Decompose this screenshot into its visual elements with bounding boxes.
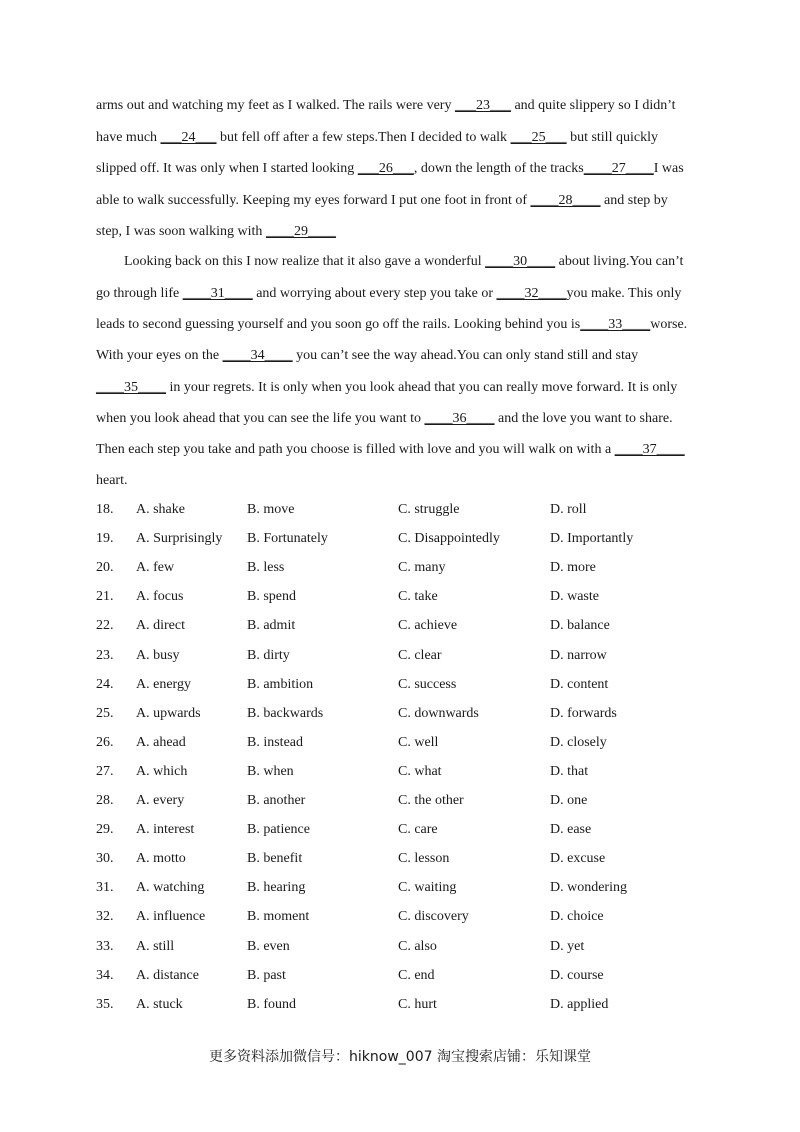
option-d: D. one bbox=[550, 793, 588, 808]
option-a: A. distance bbox=[136, 968, 199, 983]
question-number: 31. bbox=[96, 880, 114, 895]
passage-line bbox=[96, 409, 673, 429]
question-number: 27. bbox=[96, 764, 114, 779]
option-b: B. move bbox=[247, 502, 295, 517]
passage-text: leads to second guessing yourself and you soon go off the rails. Looking behind you is bbox=[96, 317, 581, 332]
passage-text: Then each step you take and path you choose is filled with love and you will walk on with a bbox=[96, 442, 615, 457]
passage-line bbox=[96, 191, 668, 211]
option-d: D. more bbox=[550, 560, 596, 575]
option-d: D. balance bbox=[550, 618, 610, 633]
passage-line bbox=[96, 378, 677, 398]
option-row bbox=[96, 878, 716, 898]
question-number: 20. bbox=[96, 560, 114, 575]
option-row bbox=[96, 966, 716, 986]
option-c: C. clear bbox=[398, 648, 442, 663]
option-row bbox=[96, 820, 716, 840]
option-c: C. take bbox=[398, 589, 438, 604]
option-row bbox=[96, 500, 716, 520]
option-d: D. excuse bbox=[550, 851, 606, 866]
option-b: B. spend bbox=[247, 589, 296, 604]
answer-blank: ____36____ bbox=[424, 411, 495, 426]
option-c: C. also bbox=[398, 939, 437, 954]
answer-blank: ____28____ bbox=[530, 193, 601, 208]
option-row bbox=[96, 558, 716, 578]
passage-line bbox=[96, 346, 638, 366]
option-row bbox=[96, 675, 716, 695]
option-b: B. dirty bbox=[247, 648, 290, 663]
question-number: 25. bbox=[96, 706, 114, 721]
option-d: D. content bbox=[550, 677, 609, 692]
option-c: C. success bbox=[398, 677, 457, 692]
option-c: C. downwards bbox=[398, 706, 479, 721]
option-row bbox=[96, 529, 716, 549]
option-d: D. wondering bbox=[550, 880, 627, 895]
option-a: A. focus bbox=[136, 589, 184, 604]
option-a: A. motto bbox=[136, 851, 186, 866]
passage-text: Looking back on this I now realize that it also gave a wonderful bbox=[124, 254, 486, 269]
question-number: 18. bbox=[96, 502, 114, 517]
answer-blank: ___26___ bbox=[357, 161, 414, 176]
option-b: B. hearing bbox=[247, 880, 306, 895]
option-row bbox=[96, 907, 716, 927]
option-d: D. ease bbox=[550, 822, 592, 837]
passage-line bbox=[124, 252, 683, 272]
option-a: A. shake bbox=[136, 502, 185, 517]
passage-text: and step by bbox=[600, 193, 668, 208]
passage-text: able to walk successfully. Keeping my eyes forward I put one foot in front of bbox=[96, 193, 531, 208]
option-c: C. waiting bbox=[398, 880, 457, 895]
option-d: D. course bbox=[550, 968, 604, 983]
passage-text: arms out and watching my feet as I walked. The rails were very bbox=[96, 98, 455, 113]
passage-text: go through life bbox=[96, 286, 183, 301]
option-d: D. that bbox=[550, 764, 589, 779]
passage-text: you can’t see the way ahead.You can only stand still and stay bbox=[292, 348, 639, 363]
question-number: 33. bbox=[96, 939, 114, 954]
option-a: A. busy bbox=[136, 648, 180, 663]
option-a: A. energy bbox=[136, 677, 191, 692]
option-b: B. backwards bbox=[247, 706, 324, 721]
option-row bbox=[96, 762, 716, 782]
question-number: 21. bbox=[96, 589, 114, 604]
passage-text: in your regrets. It is only when you look ahead that you can really move forward. It is only bbox=[166, 380, 678, 395]
passage-text: when you look ahead that you can see the life you want to bbox=[96, 411, 425, 426]
question-number: 23. bbox=[96, 648, 114, 663]
option-d: D. narrow bbox=[550, 648, 607, 663]
option-row bbox=[96, 849, 716, 869]
option-a: A. few bbox=[136, 560, 175, 575]
option-d: D. forwards bbox=[550, 706, 617, 721]
passage-text: but fell off after a few steps.Then I decided to walk bbox=[216, 130, 511, 145]
passage-line bbox=[96, 128, 658, 148]
option-c: C. care bbox=[398, 822, 438, 837]
question-number: 28. bbox=[96, 793, 114, 808]
option-d: D. choice bbox=[550, 909, 604, 924]
option-a: A. still bbox=[136, 939, 175, 954]
option-row bbox=[96, 791, 716, 811]
option-b: B. Fortunately bbox=[247, 531, 328, 546]
option-c: C. hurt bbox=[398, 997, 437, 1012]
question-number: 24. bbox=[96, 677, 114, 692]
option-c: C. discovery bbox=[398, 909, 469, 924]
passage-line bbox=[96, 315, 687, 335]
option-row bbox=[96, 995, 716, 1015]
option-row bbox=[96, 616, 716, 636]
answer-blank: ____37____ bbox=[614, 442, 685, 457]
footer-text: 更多资料添加微信号：hiknow_007 淘宝搜索店铺：乐知课堂 bbox=[209, 1049, 591, 1065]
option-b: B. found bbox=[247, 997, 296, 1012]
passage-text: worse. bbox=[650, 317, 688, 332]
answer-blank: ____32____ bbox=[496, 286, 567, 301]
option-a: A. which bbox=[136, 764, 188, 779]
passage-text: I was bbox=[653, 161, 684, 176]
question-number: 34. bbox=[96, 968, 114, 983]
question-number: 35. bbox=[96, 997, 114, 1012]
option-b: B. another bbox=[247, 793, 306, 808]
option-c: C. many bbox=[398, 560, 446, 575]
question-number: 19. bbox=[96, 531, 114, 546]
option-d: D. Importantly bbox=[550, 531, 634, 546]
option-c: C. what bbox=[398, 764, 442, 779]
option-b: B. even bbox=[247, 939, 290, 954]
option-row bbox=[96, 704, 716, 724]
option-a: A. watching bbox=[136, 880, 205, 895]
option-c: C. well bbox=[398, 735, 439, 750]
option-d: D. closely bbox=[550, 735, 607, 750]
question-number: 32. bbox=[96, 909, 114, 924]
option-a: A. influence bbox=[136, 909, 206, 924]
answer-blank: ____31____ bbox=[182, 286, 253, 301]
question-number: 22. bbox=[96, 618, 114, 633]
option-b: B. ambition bbox=[247, 677, 314, 692]
option-a: A. every bbox=[136, 793, 185, 808]
passage-text: slipped off. It was only when I started looking bbox=[96, 161, 358, 176]
answer-blank: ____30____ bbox=[485, 254, 556, 269]
option-b: B. benefit bbox=[247, 851, 303, 866]
passage-line bbox=[96, 96, 676, 116]
option-a: A. direct bbox=[136, 618, 185, 633]
passage-text: heart. bbox=[96, 473, 128, 488]
option-d: D. roll bbox=[550, 502, 587, 517]
option-b: B. patience bbox=[247, 822, 310, 837]
option-b: B. instead bbox=[247, 735, 303, 750]
passage-line bbox=[96, 284, 681, 304]
answer-blank: ____27____ bbox=[583, 161, 654, 176]
passage-text: you make. This only bbox=[566, 286, 682, 301]
option-b: B. past bbox=[247, 968, 286, 983]
option-d: D. applied bbox=[550, 997, 609, 1012]
answer-blank: ___24___ bbox=[160, 130, 217, 145]
option-b: B. admit bbox=[247, 618, 296, 633]
option-b: B. moment bbox=[247, 909, 310, 924]
option-c: C. struggle bbox=[398, 502, 460, 517]
option-a: A. Surprisingly bbox=[136, 531, 223, 546]
option-row bbox=[96, 937, 716, 957]
option-c: C. the other bbox=[398, 793, 464, 808]
passage-text: and quite slippery so I didn’t bbox=[510, 98, 676, 113]
answer-blank: ____34____ bbox=[222, 348, 293, 363]
passage-text: have much bbox=[96, 130, 161, 145]
question-number: 26. bbox=[96, 735, 114, 750]
answer-blank: ___25___ bbox=[510, 130, 567, 145]
option-c: C. end bbox=[398, 968, 435, 983]
option-c: C. Disappointedly bbox=[398, 531, 500, 546]
passage-line bbox=[96, 159, 684, 179]
option-d: D. waste bbox=[550, 589, 599, 604]
passage-text: and the love you want to share. bbox=[494, 411, 673, 426]
option-a: A. stuck bbox=[136, 997, 183, 1012]
answer-blank: ___23___ bbox=[454, 98, 511, 113]
option-row bbox=[96, 733, 716, 753]
passage-line bbox=[96, 440, 685, 460]
passage-text: and worrying about every step you take or bbox=[252, 286, 497, 301]
passage-text: With your eyes on the bbox=[96, 348, 223, 363]
question-number: 30. bbox=[96, 851, 114, 866]
option-row bbox=[96, 646, 716, 666]
option-d: D. yet bbox=[550, 939, 585, 954]
answer-blank: ____29____ bbox=[265, 224, 336, 239]
option-b: B. less bbox=[247, 560, 285, 575]
passage-text: but still quickly bbox=[566, 130, 658, 145]
passage-line bbox=[96, 471, 127, 491]
option-row bbox=[96, 587, 716, 607]
option-a: A. interest bbox=[136, 822, 195, 837]
question-number: 29. bbox=[96, 822, 114, 837]
option-c: C. achieve bbox=[398, 618, 458, 633]
answer-blank: ____33____ bbox=[580, 317, 651, 332]
passage-line bbox=[96, 222, 336, 242]
answer-blank: ____35____ bbox=[96, 380, 166, 395]
option-c: C. lesson bbox=[398, 851, 450, 866]
passage-text: , down the length of the tracks bbox=[413, 161, 584, 176]
passage-text: about living.You can’t bbox=[555, 254, 684, 269]
passage-text: step, I was soon walking with bbox=[96, 224, 266, 239]
option-a: A. ahead bbox=[136, 735, 186, 750]
option-a: A. upwards bbox=[136, 706, 201, 721]
option-b: B. when bbox=[247, 764, 294, 779]
